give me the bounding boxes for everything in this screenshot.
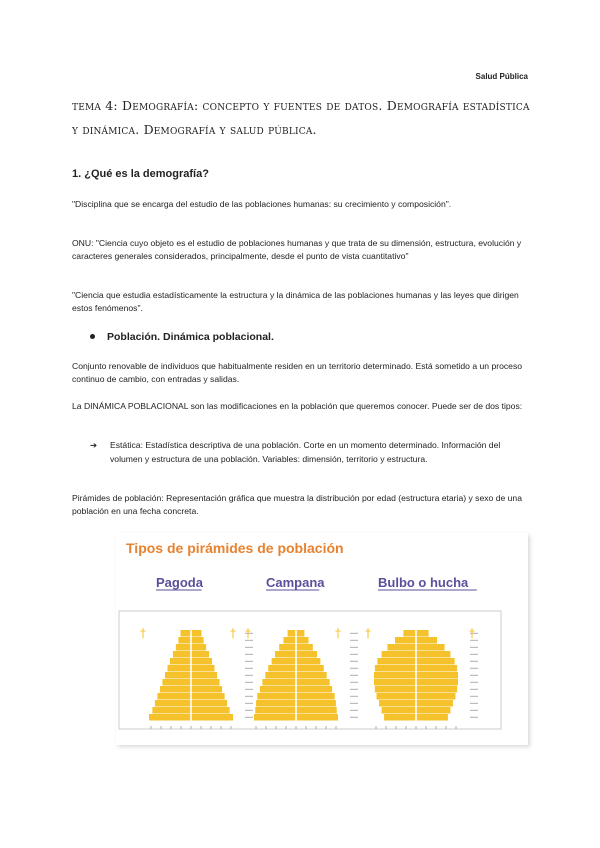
pyramid-1-bar-right-1 <box>297 637 309 644</box>
pyramid-0-cross-left-icon: † <box>140 626 146 640</box>
pyramid-1-bar-right-5 <box>297 665 324 672</box>
bullet-poblacion <box>90 331 274 343</box>
document-title: tema 4: Demografía: concepto y fuentes de datos. Demografía estadística y dinámica. Demografía y salud pública. <box>72 98 530 137</box>
pyramid-1-bar-left-7 <box>262 679 295 686</box>
pyramid-1-bar-right-12 <box>297 714 338 721</box>
pyramid-2-bar-left-12 <box>384 714 415 721</box>
pyramid-0-cross-right-icon: † <box>230 626 236 640</box>
arrow-item-estatica <box>90 438 530 466</box>
pyramid-2-cross-left-icon: † <box>365 626 371 640</box>
paragraph-piramides: Pirámides de población: Representación gráfica que muestra la distribución por edad (estructura etaria) y sexo de una población en una fecha concreta. <box>72 493 522 516</box>
paragraph-dinamica: La DINÁMICA POBLACIONAL son las modificaciones en la población que queremos conocer. Puede ser de dos tipos: <box>72 401 523 411</box>
pyramid-1-bar-right-9 <box>297 693 335 700</box>
pyramid-2-bar-left-10 <box>379 700 415 707</box>
pyramid-0-bar-right-8 <box>192 686 222 693</box>
pyramid-0-bar-left-6 <box>165 672 190 679</box>
pyramid-2-bar-right-4 <box>417 658 455 665</box>
header-subject: Salud Pública <box>475 72 528 81</box>
pyramid-1-bar-left-4 <box>272 658 296 665</box>
pyramid-2-bar-right-5 <box>417 665 457 672</box>
pyramid-1-bar-right-11 <box>297 707 337 714</box>
pyramid-2-bar-right-10 <box>417 700 453 707</box>
pyramid-1-bar-left-0 <box>288 630 296 637</box>
pyramid-0-bar-right-2 <box>192 644 206 651</box>
pyramid-1-bar-left-6 <box>265 672 295 679</box>
pyramid-0-bar-right-0 <box>192 630 202 637</box>
pyramid-2-bar-left-4 <box>377 658 415 665</box>
pyramid-2-bar-left-5 <box>375 665 415 672</box>
pyramid-0-bar-right-12 <box>192 714 233 721</box>
pyramid-1-bar-left-9 <box>257 693 295 700</box>
pyramid-2-bar-left-0 <box>403 630 415 637</box>
pyramid-2-bar-right-8 <box>417 686 457 693</box>
pyramid-figure-svg <box>116 533 528 745</box>
pyramid-0-bar-left-7 <box>162 679 190 686</box>
pyramid-label-2: Bulbo o hucha <box>378 575 469 590</box>
pyramid-1-bar-left-8 <box>260 686 295 693</box>
pyramid-2-bar-left-6 <box>374 672 415 679</box>
pyramid-0-bar-right-1 <box>192 637 204 644</box>
pyramid-0-bar-right-3 <box>192 651 209 658</box>
pyramid-0-bar-right-9 <box>192 693 225 700</box>
pyramid-0-bar-left-10 <box>155 700 190 707</box>
pyramid-1-bar-right-8 <box>297 686 332 693</box>
pyramid-0-bar-right-7 <box>192 679 220 686</box>
pyramid-0-bar-right-5 <box>192 665 215 672</box>
pyramid-1-bar-right-6 <box>297 672 327 679</box>
pyramid-figure <box>116 533 528 745</box>
pyramid-2-bar-left-11 <box>382 707 416 714</box>
pyramid-label-1: Campana <box>266 575 325 590</box>
figure-title: Tipos de pirámides de población <box>126 540 344 556</box>
pyramid-0-bar-right-11 <box>192 707 230 714</box>
pyramid-1-bar-left-5 <box>268 665 295 672</box>
bullet-label: Población. Dinámica poblacional. <box>107 331 274 343</box>
pyramid-0-bar-left-1 <box>178 637 190 644</box>
pyramid-1-bar-right-4 <box>297 658 321 665</box>
pyramid-1-cross-right-icon: † <box>335 626 341 640</box>
pyramid-0-bar-left-0 <box>181 630 191 637</box>
paragraph-definition: "Disciplina que se encarga del estudio de las poblaciones humanas: su crecimiento y composición". <box>72 199 452 209</box>
pyramid-1-bar-left-2 <box>279 644 295 651</box>
pyramid-0-bar-left-4 <box>170 658 190 665</box>
pyramid-2-bar-left-8 <box>375 686 415 693</box>
paragraph-ciencia: "Ciencia que estudia estadísticamente la estructura y la dinámica de las poblaciones humanas y las leyes que dirigen estos fenómenos". <box>72 290 519 313</box>
pyramid-2-cross-right-icon: † <box>469 626 475 640</box>
pyramid-2-bar-right-2 <box>417 644 445 651</box>
pyramid-0-bar-left-12 <box>149 714 190 721</box>
pyramid-2-bar-right-7 <box>417 679 458 686</box>
pyramid-2-bar-right-3 <box>417 651 451 658</box>
pyramid-2-bar-right-11 <box>417 707 451 714</box>
pyramid-0-bar-left-2 <box>176 644 190 651</box>
pyramid-2-bar-left-1 <box>395 637 415 644</box>
pyramid-0-bar-right-6 <box>192 672 217 679</box>
pyramid-1-bar-right-0 <box>297 630 305 637</box>
pyramid-1-bar-right-7 <box>297 679 330 686</box>
pyramid-2-bar-left-2 <box>387 644 415 651</box>
pyramid-1-bar-left-3 <box>275 651 295 658</box>
pyramid-1-bar-left-10 <box>256 700 295 707</box>
pyramid-1-bar-left-1 <box>283 637 295 644</box>
pyramid-1-bar-left-12 <box>254 714 295 721</box>
pyramid-0-bar-left-5 <box>167 665 190 672</box>
pyramid-1-bar-right-2 <box>297 644 313 651</box>
pyramid-2-bar-left-3 <box>382 651 416 658</box>
pyramid-0-bar-left-9 <box>157 693 190 700</box>
pyramid-0-bar-right-4 <box>192 658 212 665</box>
pyramid-2-bar-right-0 <box>417 630 429 637</box>
pyramid-0-bar-left-8 <box>160 686 190 693</box>
pyramid-0-bar-left-3 <box>173 651 190 658</box>
paragraph-onu: ONU: "Ciencia cuyo objeto es el estudio de poblaciones humanas y que trata de su dimensión, estructura, evolución y caracteres generales considerados, principalmente, desde el punto de vista cuantitativo" <box>72 238 522 261</box>
pyramid-2-bar-right-12 <box>417 714 448 721</box>
pyramid-0-bar-left-11 <box>152 707 190 714</box>
pyramid-label-0: Pagoda <box>156 575 203 590</box>
arrow-item-text: Estática: Estadística descriptiva de una población. Corte en un momento determinado. Información del volumen y estructura de una población. Variables: dimensión, territorio y estructura. <box>110 440 501 464</box>
pyramid-0-bar-right-10 <box>192 700 227 707</box>
pyramid-2-bar-left-9 <box>377 693 416 700</box>
pyramid-1-bar-right-10 <box>297 700 336 707</box>
pyramid-1-bar-left-11 <box>255 707 295 714</box>
pyramid-1-bar-right-3 <box>297 651 317 658</box>
bullet-dot-icon <box>90 334 95 339</box>
pyramid-2-bar-right-1 <box>417 637 437 644</box>
pyramid-2-bar-right-6 <box>417 672 458 679</box>
paragraph-conjunto: Conjunto renovable de individuos que habitualmente residen en un territorio determinado. Está sometido a un proceso continuo de cambio, con entradas y salidas. <box>72 361 523 384</box>
pyramid-2-bar-right-9 <box>417 693 456 700</box>
pyramid-2-bar-left-7 <box>374 679 415 686</box>
arrow-right-icon: ➔ <box>90 440 98 450</box>
pyramid-1-cross-left-icon: † <box>245 626 251 640</box>
section-heading: 1. ¿Qué es la demografía? <box>72 168 209 180</box>
